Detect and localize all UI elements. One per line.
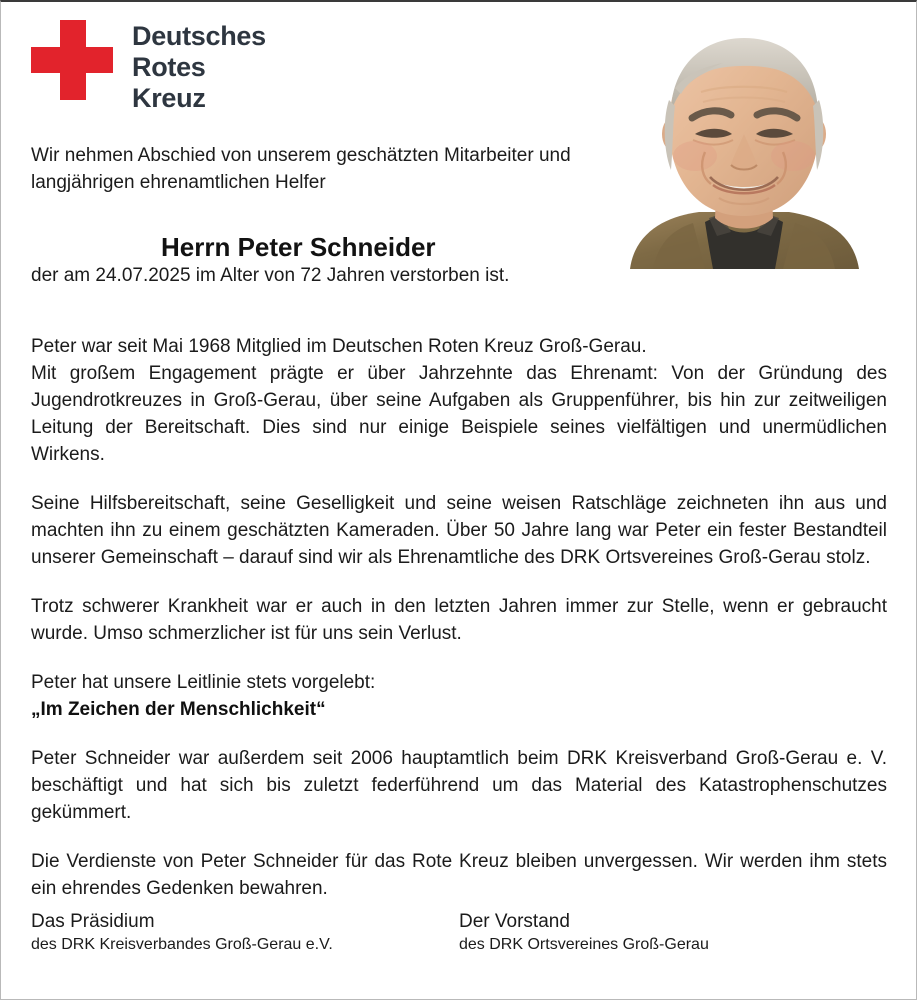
signature-block [31, 910, 887, 956]
drk-logo [31, 20, 266, 115]
paragraph-engagement: Mit großem Engagement prägte er über Jahrzehnte das Ehrenamt: Von der Gründung des Jugendrotkreuzes in Groß-Gerau, über seine Aufgaben als Gruppenführer, bis hin zur zeitweiligen Leitung der Bereitschaft. Dies sind nur einige Beispiele seines vielfältigen und unermüdlichen Wirkens. [31, 363, 887, 465]
red-cross-icon [31, 20, 113, 100]
deceased-name: Herrn Peter Schneider [161, 232, 436, 262]
drk-wordmark-line-3: Kreuz [132, 83, 206, 114]
intro-text: Wir nehmen Abschied von unserem geschätzten Mitarbeiter und langjährigen ehrenamtlichen Helfer [31, 145, 571, 193]
deceased-date-line: der am 24.07.2025 im Alter von 72 Jahren verstorben ist. [31, 265, 510, 286]
spacer [31, 311, 887, 333]
signature-praesidium [31, 910, 459, 956]
signature-vorstand [459, 910, 887, 956]
paragraph-membership: Peter war seit Mai 1968 Mitglied im Deutschen Roten Kreuz Groß-Gerau. [31, 336, 647, 357]
signature-subtitle: des DRK Ortsvereines Groß-Gerau [459, 936, 709, 953]
paragraph-closing: Die Verdienste von Peter Schneider für das Rote Kreuz bleiben unvergessen. Wir werden ihm stets ein ehrendes Gedenken bewahren. [31, 851, 887, 899]
motto-text [31, 696, 887, 723]
red-cross-horizontal-bar [31, 47, 113, 73]
signature-title: Der Vorstand [459, 911, 570, 932]
paragraph-leitlinie-intro: Peter hat unsere Leitlinie stets vorgelebt: [31, 672, 376, 693]
paragraph-employment: Peter Schneider war außerdem seit 2006 hauptamtlich beim DRK Kreisverband Groß-Gerau e. V. beschäftigt und hat sich bis zuletzt federführend um das Material des Katastrophenschutzes gekümmert. [31, 748, 887, 823]
notice-header [31, 2, 887, 142]
paragraph-character: Seine Hilfsbereitschaft, seine Geselligkeit und seine weisen Ratschläge zeichneten ihn aus und machten ihn zu einem geschätzten Kameraden. Über 50 Jahre lang war Peter ein fester Bestandteil unserer Gemeinschaft – darauf sind wir als Ehrenamtliche des DRK Ortsvereines Groß-Gerau stolz. [31, 493, 887, 568]
signature-subtitle: des DRK Kreisverbandes Groß-Gerau e.V. [31, 936, 333, 953]
notice-inner [1, 2, 916, 999]
drk-wordmark-line-2: Rotes [132, 52, 206, 83]
signature-title: Das Präsidium [31, 911, 155, 932]
paragraph-illness: Trotz schwerer Krankheit war er auch in den letzten Jahren immer zur Stelle, wenn er gebraucht wurde. Umso schmerzlicher ist für uns sein Verlust. [31, 596, 887, 644]
motto-quote: „Im Zeichen der Menschlichkeit“ [31, 699, 326, 720]
notice-body [31, 142, 887, 902]
drk-wordmark [132, 20, 266, 115]
drk-wordmark-line-1: Deutsches [132, 21, 266, 51]
